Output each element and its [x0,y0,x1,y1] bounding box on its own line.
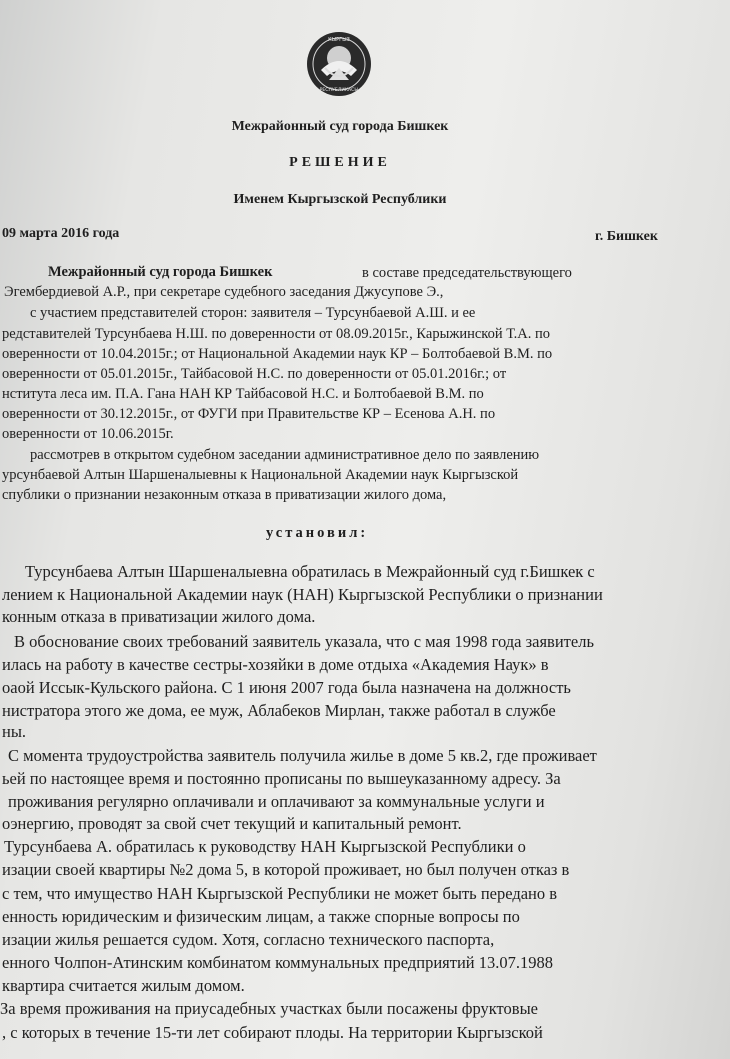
established-heading: установил: [266,525,369,541]
body-line-18: енного Чолпон-Атинским комбинатом коммунальных предприятий 13.07.1988 [2,953,553,972]
in-name-of-republic: Именем Кыргызской Республики [233,192,447,207]
intro-line-9: оверенности от 10.06.2015г. [2,426,174,442]
intro-line-3: с участием представителей сторон: заявителя – Турсунбаевой А.Ш. и ее [30,305,476,321]
emblem-bottom-text: РЕСПУБЛИКАСЫ [319,88,359,93]
body-line-19: квартира считается жилым домом. [2,976,245,995]
intro-line-5: оверенности от 10.04.2015г.; от Национальной Академии наук КР – Болтобаевой В.М. по [2,346,553,362]
body-line-16: енность юридическим и физическим лицам, а также спорные вопросы по [2,907,520,926]
emblem-top-text: КЫРГЫЗ [328,37,350,43]
body-line-8: ны. [2,722,27,741]
decision-date: 09 марта 2016 года [2,226,120,241]
body-line-17: изации жилья решается судом. Хотя, согласно технического паспорта, [2,930,495,949]
intro-line-11: урсунбаевой Алтын Шаршеналыевны к Национальной Академии наук Кыргызской [2,467,519,483]
body-line-11: проживания регулярно оплачивали и оплачивают за коммунальные услуги и [8,792,545,811]
document-title: РЕШЕНИЕ [289,155,391,170]
intro-line-10: рассмотрев в открытом судебном заседании административное дело по заявлению [30,447,540,463]
body-line-10: ьей по настоящее время и постоянно прописаны по вышеуказанному адресу. За [2,769,561,788]
body-line-7: нистратора этого же дома, ее муж, Аблабеков Мирлан, также работал в службе [2,701,556,720]
intro-line-7: нститута леса им. П.А. Гана НАН КР Тайбасовой Н.С. и Болтобаевой В.М. по [2,386,484,402]
body-line-3: конным отказа в приватизации жилого дома. [2,607,316,626]
body-line-5: илась на работу в качестве сестры-хозяйки в доме отдыха «Академия Наук» в [2,655,549,674]
court-name: Межрайонный суд города Бишкек [231,119,449,134]
coat-of-arms-emblem [299,30,379,98]
body-line-21: , с которых в течение 15-ти лет собирают плоды. На территории Кыргызской [2,1023,543,1042]
intro-line-2: Эгембердиевой А.Р., при секретаре судебного заседания Джусупове Э., [4,284,444,300]
body-line-13: Турсунбаева А. обратилась к руководству НАН Кыргызской Республики о [4,837,526,856]
decision-city: г. Бишкек [595,229,658,244]
body-line-15: с тем, что имущество НАН Кыргызской Республики не может быть передано в [2,884,558,903]
intro-line-4: редставителей Турсунбаева Н.Ш. по доверенности от 08.09.2015г., Карыжинской Т.А. по [2,326,550,342]
intro-line-1: в составе председательствующего [362,265,572,281]
intro-court-bold: Межрайонный суд города Бишкек [48,264,273,280]
intro-line-12: спублики о признании незаконным отказа в приватизации жилого дома, [2,487,447,503]
body-line-14: изации своей квартиры №2 дома 5, в которой проживает, но был получен отказ в [2,860,570,879]
intro-line-6: оверенности от 05.01.2015г., Тайбасовой Н.С. по доверенности от 05.01.2016г.; от [2,366,507,382]
body-line-6: оаой Иссык-Кульского района. С 1 июня 2007 года была назначена на должность [2,678,571,697]
body-line-9: С момента трудоустройства заявитель получила жилье в доме 5 кв.2, где проживает [8,746,597,765]
intro-line-8: оверенности от 30.12.2015г., от ФУГИ при Правительстве КР – Есенова А.Н. по [2,406,496,422]
body-line-4: В обоснование своих требований заявитель указала, что с мая 1998 года заявитель [14,632,594,651]
body-line-1: Турсунбаева Алтын Шаршеналыевна обратилась в Межрайонный суд г.Бишкек с [25,562,595,581]
body-line-12: оэнергию, проводят за свой счет текущий и капитальный ремонт. [2,814,462,833]
body-line-20: За время проживания на приусадебных участках были посажены фруктовые [0,999,538,1018]
body-line-2: лением к Национальной Академии наук (НАН) Кыргызской Республики о признании [2,585,603,604]
